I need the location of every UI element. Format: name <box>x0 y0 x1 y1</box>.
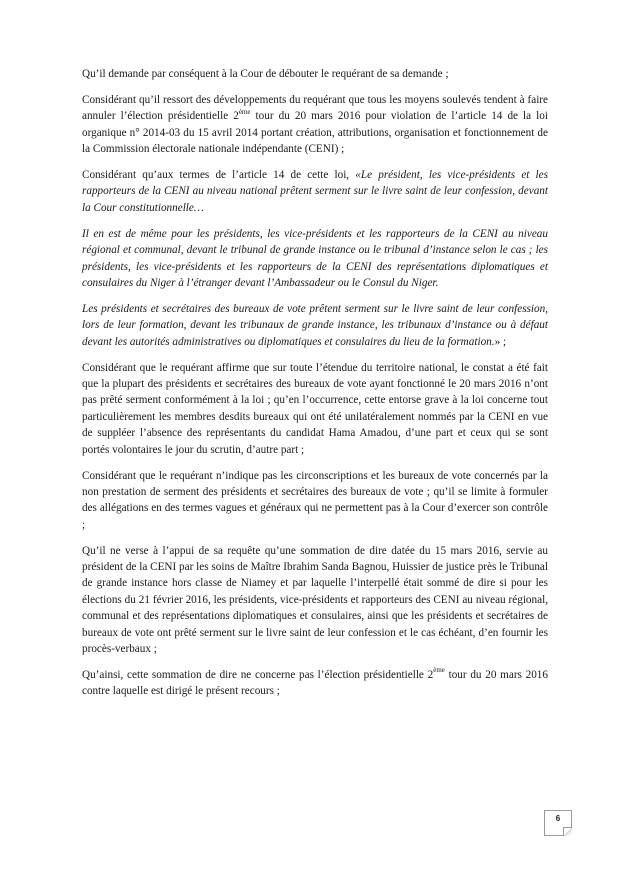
page-number-badge <box>544 810 572 836</box>
paragraph-article-14 <box>82 167 548 216</box>
quoted-law-text: Les présidents et secrétaires des bureaux de vote prêtent serment sur le livre saint de leur confession, lors de leur formation, devant les tribunaux de grande instance, les tribunaux d’instance ou à défaut devant les autorités administratives ou diplomatiques et consulaires du lieu de la formation. <box>82 302 548 348</box>
paragraph-quoted-bureaux <box>82 301 548 350</box>
paragraph-conclusion <box>82 667 548 700</box>
paragraph-text-start: Qu’ainsi, cette sommation de dire ne concerne pas l’élection présidentielle 2 <box>82 669 434 681</box>
paragraph-requerant-affirme: Considérant que le requérant affirme que sur toute l’étendue du territoire national, le constat a été fait que la plupart des présidents et secrétaires des bureaux de vote ayant fonctionné le 20 mars 2016 n’ont pas prêté serment conformément à la loi ; qu’en l’occurrence, cette entorse grave à la loi concerne tout particulièrement les membres desdits bureaux qui ont été unilatéralement nommés par la CENI en vue de suppléer l’absence des représentants du candidat Hama Amadou, d’une part et ceux qui se sont portés volontaires le jour du scrutin, d’autre part ; <box>82 361 548 456</box>
quoted-law-text: «Le président, les vice-présidents et les rapporteurs de la CENI au niveau national prêtent serment sur le livre saint de leur confession, devant la Cour constitutionnelle… <box>82 169 548 214</box>
page-number: 6 <box>555 814 561 823</box>
superscript-ordinal: ème <box>238 107 251 116</box>
superscript-ordinal: ème <box>433 666 445 675</box>
paragraph-sommation: Qu’il ne verse à l’appui de sa requête qu’une sommation de dire datée du 15 mars 2016, servie au président de la CENI par les soins de Maître Ibrahim Sanda Bagnou, Huissier de justice près le Tribunal de grande instance hors classe de Niamey et par laquelle l’interpellé était sommé de dire si pour les élections du 21 février 2016, les présidents, vice-présidents et rapporteurs des CENI au niveau régional, communal et des représentations diplomatiques et consulaires, ainsi que les présidents et secrétaires de bureaux de vote ont prêté serment sur le livre saint de leur confession et le cas échéant, d’en fournir les procès-verbaux ; <box>82 544 548 656</box>
paragraph-text-end: tour du 20 mars 2016 contre laquelle est dirigé le présent recours ; <box>82 669 548 698</box>
paragraph-text-end: tour du 20 mars 2016 pour violation de l’article 14 de la loi organique n° 2014-03 du 15 avril 2014 portant création, attributions, organisation et fonctionnement de la Commission électorale nationale indépendante (CENI) ; <box>82 110 548 156</box>
paragraph-text-start: Considérant qu’il ressort des développements du requérant que tous les moyens soulevés tendent à faire annuler l’élection présidentielle 2 <box>82 93 548 123</box>
paragraph-text-start: Considérant qu’aux termes de l’article 14 de cette loi, <box>82 169 356 182</box>
paragraph-request-dismissal: Qu’il demande par conséquent à la Cour de débouter le requérant de sa demande ; <box>82 68 449 80</box>
page-curl-icon <box>563 827 572 836</box>
closing-quote: » ; <box>494 335 507 348</box>
paragraph-considerant-moyens <box>82 92 548 158</box>
document-body <box>82 66 548 709</box>
paragraph-requerant-indique: Considérant que le requérant n’indique pas les circonscriptions et les bureaux de vote concernés par la non prestation de serment des présidents et secrétaires des bureaux de vote ; qu’il se limite à formuler des allégations en des termes vagues et généraux qui ne permettent pas à la Cour d’exercer son contrôle ; <box>82 469 548 531</box>
paragraph-quoted-regional: Il en est de même pour les présidents, les vice-présidents et les rapporteurs de la CENI au niveau régional et communal, devant le tribunal de grande instance ou le tribunal d’instance selon le cas ; les présidents, les vice-présidents et les rapporteurs de la CENI des représentations diplomatiques et consulaires du Niger à l’étranger devant l’Ambassadeur ou le Consul du Niger. <box>82 227 548 289</box>
